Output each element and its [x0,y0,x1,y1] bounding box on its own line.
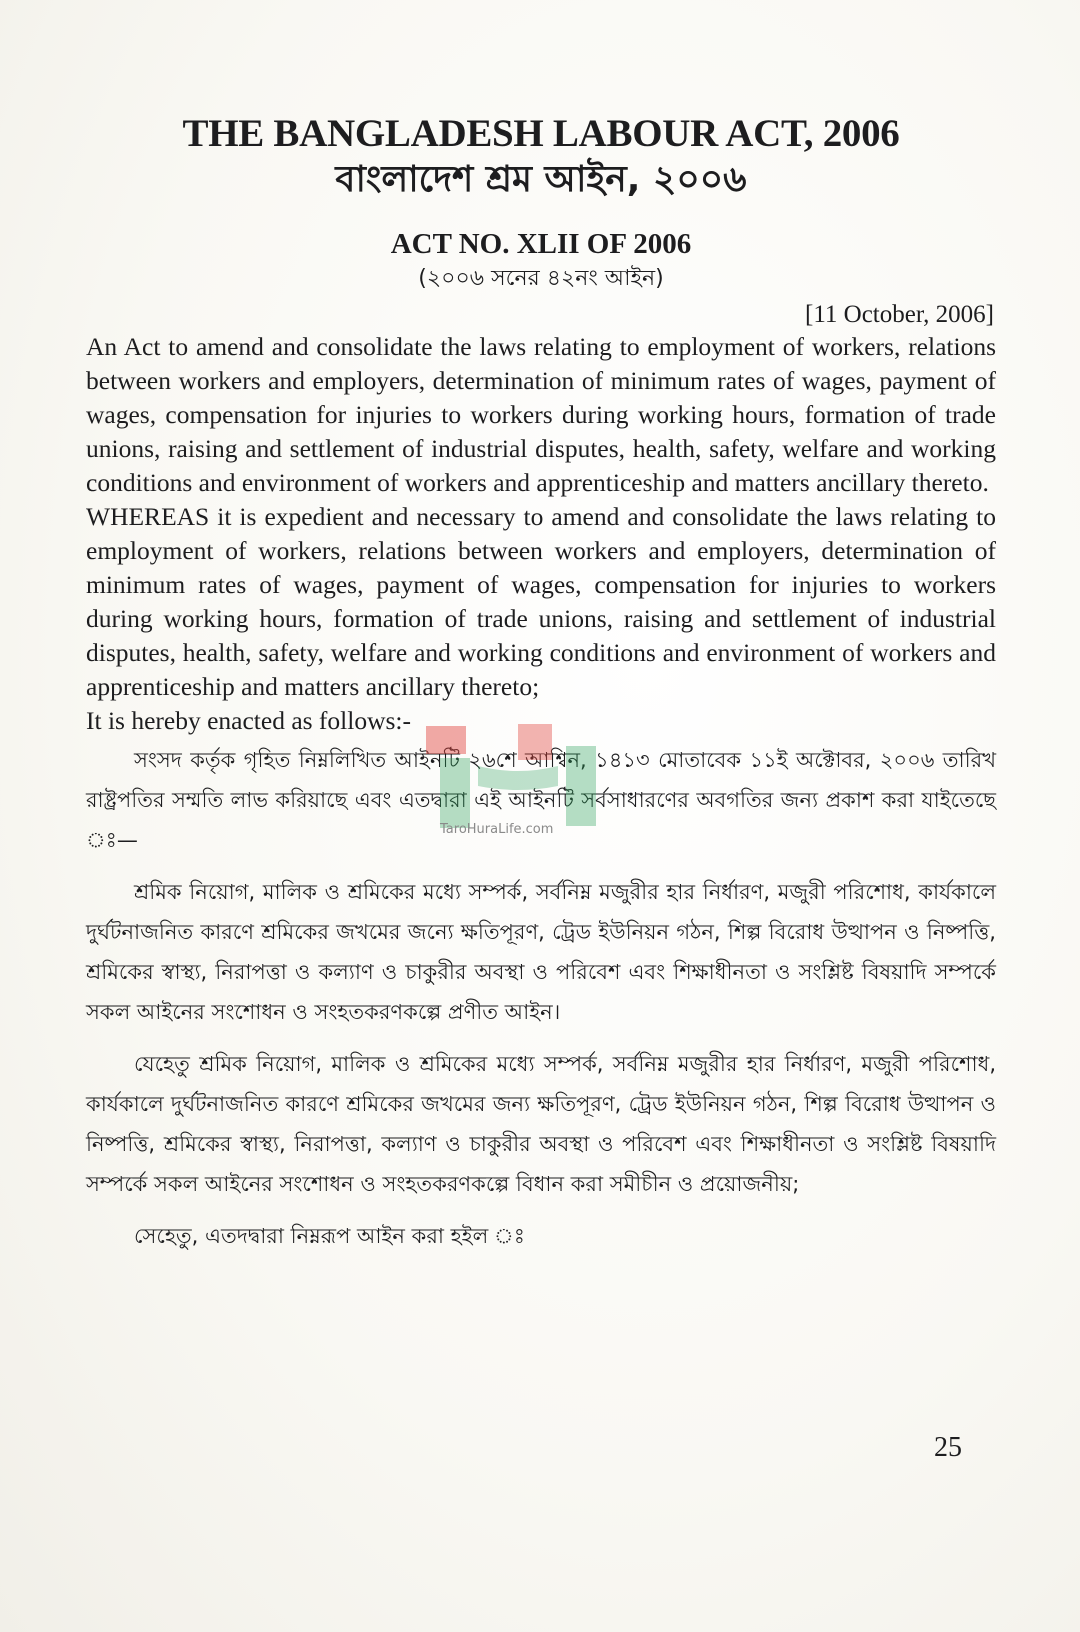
enactment-date: [11 October, 2006] [805,301,994,328]
title-bangla: বাংলাদেশ শ্রম আইন, ২০০৬ [335,159,747,200]
bangla-enacted: সেহেতু, এতদদ্বারা নিম্নরূপ আইন করা হইল ঃ [134,1224,525,1248]
english-enacted: It is hereby enacted as follows:- [86,706,412,735]
page-content [86,112,996,1256]
watermark-text: TaroHuraLife.com [440,822,554,837]
act-number-bangla: (২০০৬ সনের ৪২নং আইন) [418,266,664,291]
act-number: ACT NO. XLII OF 2006 [390,228,692,260]
page-number: 25 [934,1432,962,1463]
bangla-whereas: যেহেতু শ্রমিক নিয়োগ, মালিক ও শ্রমিকের মধ্যে সম্পর্ক, সর্বনিম্ন মজুরীর হার নির্ধারণ, মজুরী পরিশোধ, কার্যকালে দুর্ঘটনাজনিত কারণে শ্রমিকের জখমের জন্য ক্ষতিপূরণ, ট্রেড ইউনিয়ন গঠন, শিল্প বিরোধ উত্থাপন ও নিষ্পত্তি, শ্রমিকের স্বাস্থ্য, নিরাপত্তা, কল্যাণ ও চাকুরীর অবস্থা ও পরিবেশ এবং শিক্ষাধীনতা ও সংশ্লিষ্ট বিষয়াদি সম্পর্কে সকল আইনের সংশোধন ও সংহতকরণকল্পে বিধান করা সমীচীন ও প্রয়োজনীয়; [86,1052,996,1196]
english-preamble: An Act to amend and consolidate the laws relating to employment of workers, relations between workers and employers, determination of minimum rates of wages, payment of wages, compensation for injuries to workers during working hours, formation of trade unions, raising and settlement of industrial disputes, health, safety, welfare and working conditions and environment of workers and apprenticeship and matters ancillary thereto. [86,332,996,497]
title-english: THE BANGLADESH LABOUR ACT, 2006 [182,112,900,155]
bangla-notice: সংসদ কর্তৃক গৃহিত নিম্নলিখিত আইনটি ২৬শে আশ্বিন, ১৪১৩ মোতাবেক ১১ই অক্টোবর, ২০০৬ তারিখ রাষ্ট্রপতির সম্মতি লাভ করিয়াছে এবং এতদ্বারা এই আইনটি সর্বসাধারণের অবগতির জন্য প্রকাশ করা যাইতেছে ঃ— [86,748,996,852]
english-whereas: WHEREAS it is expedient and necessary to amend and consolidate the laws relating to employment of workers, relations between workers and employers, determination of minimum rates of wages, payment of wages, compensation for injuries to workers during working hours, formation of trade unions, raising and settlement of industrial disputes, health, safety, welfare and working conditions and environment of workers and apprenticeship and matters ancillary thereto; [86,502,996,701]
bangla-preamble: শ্রমিক নিয়োগ, মালিক ও শ্রমিকের মধ্যে সম্পর্ক, সর্বনিম্ন মজুরীর হার নির্ধারণ, মজুরী পরিশোধ, কার্যকালে দুর্ঘটনাজনিত কারণে শ্রমিকের জখমের জন্যে ক্ষতিপূরণ, ট্রেড ইউনিয়ন গঠন, শিল্প বিরোধ উত্থাপন ও নিষ্পত্তি, শ্রমিকের স্বাস্থ্য, নিরাপত্তা ও কল্যাণ ও চাকুরীর অবস্থা ও পরিবেশ এবং শিক্ষাধীনতা ও সংশ্লিষ্ট বিষয়াদি সম্পর্কে সকল আইনের সংশোধন ও সংহতকরণকল্পে প্রণীত আইন। [86,880,996,1024]
